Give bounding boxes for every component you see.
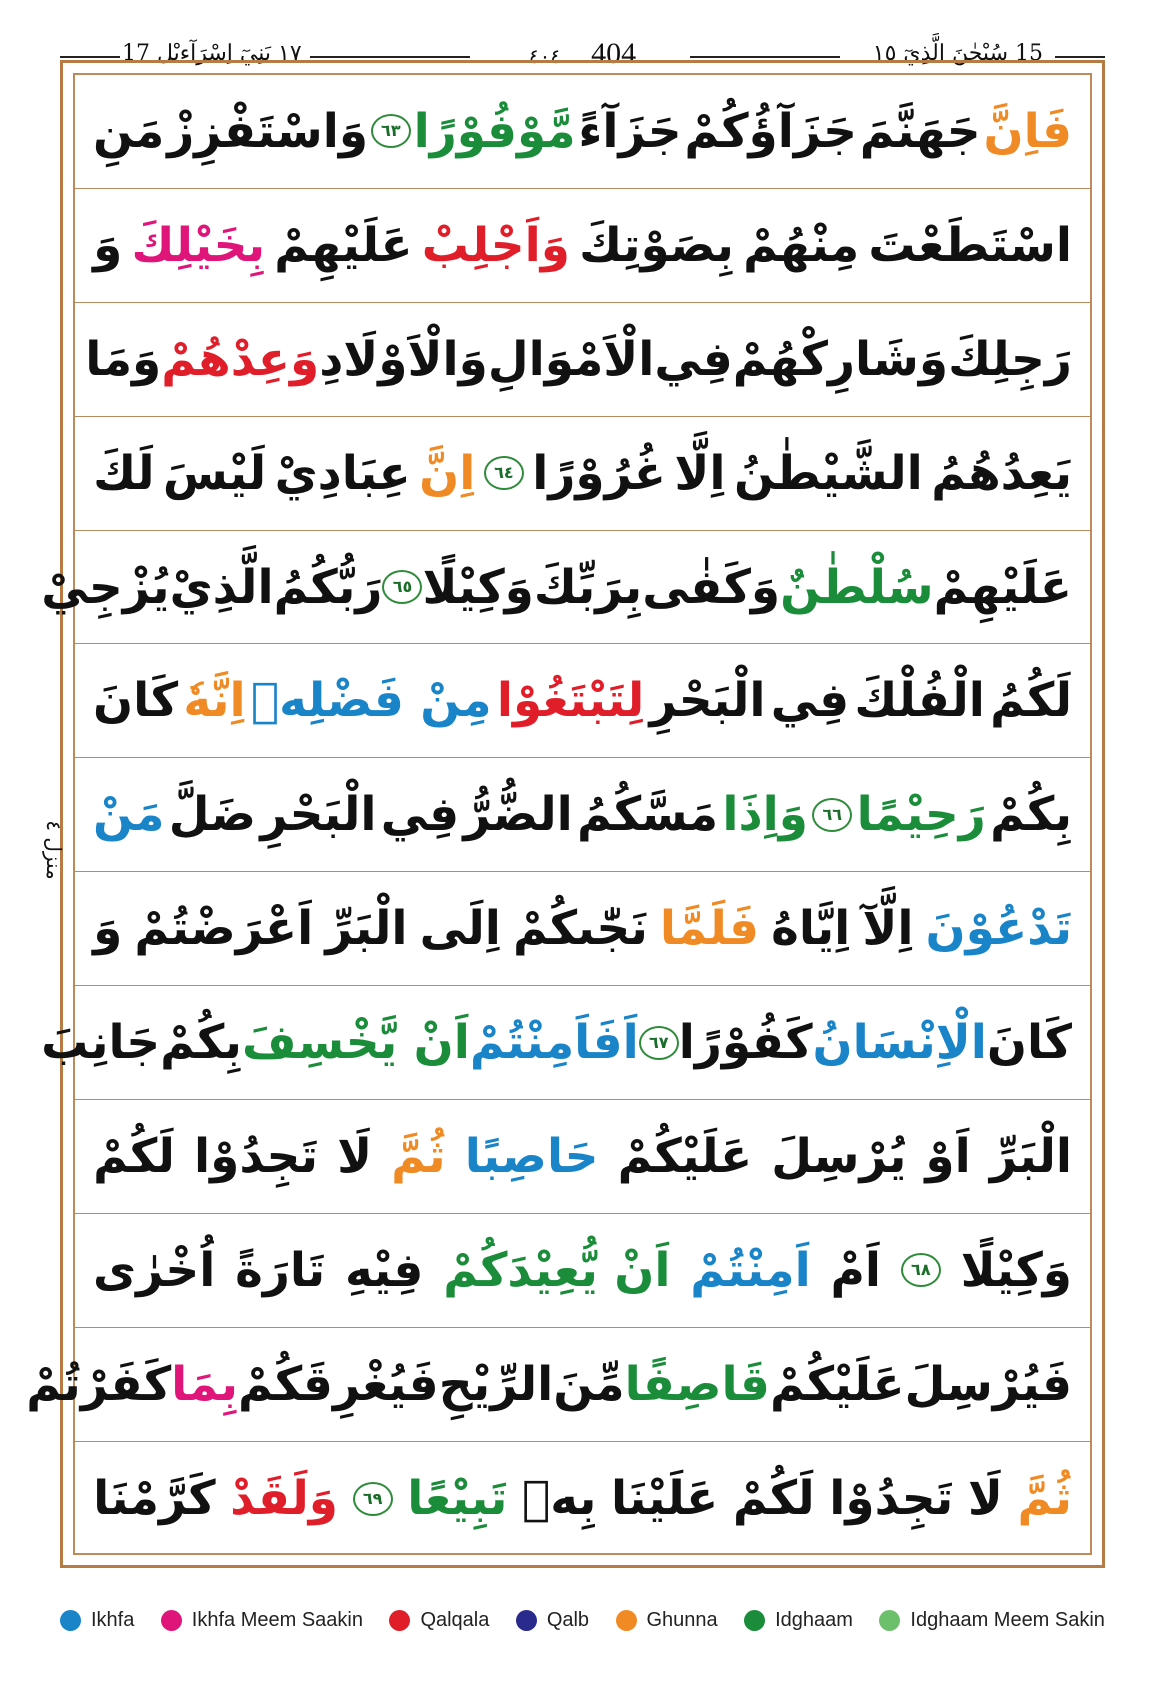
quran-word: عَلَيْكُمْ [617, 1128, 753, 1184]
quran-word: عَلَيْكُمْ [769, 1356, 905, 1412]
quran-word: تَجِدُوْا [829, 1471, 954, 1527]
quran-word: تَدْعُوْنَ [925, 901, 1072, 957]
quran-word: لَكُمْ [732, 1471, 815, 1527]
ayah-marker: ٦٩ [353, 1482, 393, 1516]
quran-word: جَزَآؤُكُمْ [684, 103, 857, 159]
quran-word: تَارَةً [235, 1242, 326, 1298]
quran-word: الرِّيْحِ [438, 1356, 554, 1412]
quran-word: عَلَيْهِمْ [933, 559, 1072, 615]
surah-name-left: ١٧ بَنِيٓ اِسْرَآءِيْل 17 [122, 41, 302, 66]
quran-word: جَانِبَ [41, 1015, 161, 1071]
quran-word: بِخَيْلِكَ [131, 217, 266, 273]
quran-word: وَكِيْلًا [422, 559, 534, 615]
quran-word: رَحِيْمًا [856, 787, 986, 843]
legend-item [879, 1609, 1105, 1632]
quran-word: اِيَّاهُ [771, 901, 851, 957]
quran-word: نَجّٰىكُمْ [512, 901, 648, 957]
legend-item [389, 1609, 489, 1632]
ayah-marker: ٦٧ [639, 1026, 679, 1060]
quran-word: اِلَى [419, 901, 501, 957]
quran-word: مَنِ [93, 103, 165, 159]
quran-word: كَانَ [93, 673, 179, 729]
quran-word: اُخْرٰى [93, 1242, 216, 1298]
quran-word: وَاسْتَفْزِزْ [167, 103, 369, 159]
quran-word: الشَّيْطٰنُ [733, 445, 923, 501]
quran-word: بِمَا [171, 1356, 238, 1412]
quran-word: لِتَبْتَغُوْا [496, 673, 645, 729]
quran-word: الَّذِيْ [169, 559, 274, 615]
legend-label: Ghunna [646, 1608, 718, 1631]
quran-word: اِنَّ [419, 445, 476, 501]
quran-word: يُزْجِيْ [41, 559, 170, 615]
quran-word: الْفُلْكَ [854, 673, 985, 729]
quran-word: اَوْ [925, 1128, 971, 1184]
quran-word: الْاِنْسَانُ [812, 1015, 987, 1071]
text-line [75, 1214, 1090, 1328]
quran-word: بِصَوْتِكَ [579, 217, 734, 273]
text-line [75, 1100, 1090, 1214]
text-line [26, 1328, 1090, 1442]
quran-word: اَعْرَضْتُمْ [134, 901, 314, 957]
text-line [75, 644, 1090, 758]
quran-word: قَاصِفًا [624, 1356, 770, 1412]
legend-label: Qalqala [420, 1608, 490, 1631]
legend-item [744, 1609, 853, 1632]
quran-word: جَزَآءً [578, 103, 682, 159]
legend-dot-icon [389, 1610, 410, 1631]
juz-name-right: 15 سُبْحٰنَ الَّذِيٓ ١٥ [872, 41, 1043, 66]
quran-word: رَجِلِكَ [948, 331, 1072, 387]
ayah-marker: ٦٦ [812, 798, 852, 832]
quran-word: لَا [337, 1128, 373, 1184]
text-line [75, 872, 1090, 986]
text-line [75, 303, 1090, 417]
quran-word: كَفُوْرًا [678, 1015, 813, 1071]
legend-item [516, 1609, 589, 1632]
quran-word: لَكُمُ [990, 673, 1072, 729]
text-line [75, 189, 1090, 303]
quran-word: وَ [93, 901, 123, 957]
quran-word: جَهَنَّمَ [859, 103, 981, 159]
quran-word: وَلَقَدْ [230, 1471, 339, 1527]
legend-item [161, 1609, 363, 1632]
legend-dot-icon [60, 1610, 81, 1631]
quran-word: الْبَرِّ [989, 1128, 1072, 1184]
text-line [75, 1442, 1090, 1556]
quran-word: سُلْطٰنٌ [780, 559, 934, 615]
quran-word: يُرْسِلَ [771, 1128, 907, 1184]
quran-word: مَسَّكُمُ [577, 787, 719, 843]
text-line [41, 986, 1090, 1100]
quran-word: وَمَا [85, 331, 162, 387]
manzil-label: منزل ٤ [42, 820, 66, 880]
quran-word: تَجِدُوْا [194, 1128, 319, 1184]
quran-word: غُرُوْرًا [532, 445, 666, 501]
quran-word: لَكَ [93, 445, 155, 501]
quran-word: الضُّرُّ [463, 787, 573, 843]
quran-word: فَيُغْرِقَكُمْ [237, 1356, 439, 1412]
quran-word: مَنْ [93, 787, 165, 843]
quran-word: تَبِيْعًا [407, 1471, 508, 1527]
manzil-marker [34, 808, 74, 898]
quran-word: فِي [380, 787, 460, 843]
legend-item [60, 1609, 134, 1632]
quran-word: اِلَّآ [862, 901, 914, 957]
quran-word: رَبُّكُمُ [273, 559, 383, 615]
legend-dot-icon [516, 1610, 537, 1631]
quran-word: كَرَّمْنَا [93, 1471, 216, 1527]
quran-word: عَلَيْنَا [610, 1471, 719, 1527]
quran-word: لَكُمْ [93, 1128, 175, 1184]
quran-word: الْبَرِّ [325, 901, 408, 957]
header-rule-right [1055, 56, 1105, 58]
quran-word: بِكُمْ [160, 1015, 242, 1071]
quran-word: الْبَحْرِ [260, 787, 377, 843]
legend-label: Idghaam [775, 1608, 853, 1631]
quran-word: وَكَفٰى [642, 559, 781, 615]
page-number-latin: 404 [591, 37, 637, 70]
page-number-arabic: ٤٠٤ [528, 44, 562, 68]
quran-word: فَاِنَّ [983, 103, 1072, 159]
legend-label: Qalb [546, 1608, 590, 1631]
quran-word: مِّنَ [553, 1356, 625, 1412]
quran-word: كَفَرْتُمْ [26, 1356, 172, 1412]
quran-word: لَا [967, 1471, 1003, 1527]
quran-word: الْبَحْرِ [649, 673, 766, 729]
text-line [75, 417, 1090, 531]
quran-word: فِي [654, 331, 733, 387]
legend-dot-icon [616, 1610, 637, 1631]
legend-item [616, 1609, 718, 1632]
quran-word: فِي [770, 673, 850, 729]
quran-word: وَاِذَا [722, 787, 808, 843]
header-rule-mid-right [690, 56, 840, 58]
text-line [41, 531, 1090, 645]
quran-word: مِنْ فَضْلِهٖ [250, 673, 492, 729]
legend-dot-icon [744, 1610, 765, 1631]
quran-word: اَمِنْتُمْ [690, 1242, 811, 1298]
quran-word: مَّوْفُوْرًا [413, 103, 576, 159]
quran-word: فَلَمَّا [659, 901, 760, 957]
quran-word: وَاَجْلِبْ [421, 217, 570, 273]
legend-dot-icon [879, 1610, 900, 1631]
quran-word: كَانَ [986, 1015, 1072, 1071]
quran-word: ثُمَّ [391, 1128, 446, 1184]
quran-word: ثُمَّ [1017, 1471, 1072, 1527]
quran-word: وَالْاَوْلَادِ [319, 331, 488, 387]
quran-word: اِلَّا [674, 445, 726, 501]
quran-word: لَيْسَ [162, 445, 267, 501]
ayah-marker: ٦٤ [484, 456, 524, 490]
quran-word: فِيْهِ [344, 1242, 424, 1298]
tajweed-legend [60, 1600, 1105, 1640]
ayah-marker: ٦٨ [901, 1253, 941, 1287]
quran-word: اَنْ يُّعِيْدَكُمْ [443, 1242, 671, 1298]
quran-word: اسْتَطَعْتَ [868, 217, 1072, 273]
quran-word: اَمْ [830, 1242, 882, 1298]
quran-word: بِرَبِّكَ [533, 559, 643, 615]
quran-word: فَيُرْسِلَ [904, 1356, 1072, 1412]
quran-word: اَنْ يَّخْسِفَ [241, 1015, 470, 1071]
quran-word: بِهٖ [522, 1471, 597, 1527]
text-line [75, 75, 1090, 189]
quran-word: اَفَاَمِنْتُمْ [469, 1015, 639, 1071]
quran-word: وَعِدْهُمْ [161, 331, 320, 387]
quran-word: بِكُمْ [990, 787, 1072, 843]
legend-label: Ikhfa [91, 1608, 135, 1631]
legend-dot-icon [161, 1610, 182, 1631]
quran-word: حَاصِبًا [464, 1128, 599, 1184]
quran-word: مِنْهُمْ [743, 217, 860, 273]
quran-word: اِنَّهٗ [183, 673, 246, 729]
quran-word: الْاَمْوَالِ [487, 331, 655, 387]
legend-label: Ikhfa Meem Saakin [191, 1608, 363, 1631]
quran-word: عَلَيْهِمْ [274, 217, 413, 273]
legend-label: Idghaam Meem Sakin [910, 1608, 1105, 1631]
quran-word: وَكِيْلًا [960, 1242, 1072, 1298]
quran-word: ضَلَّ [168, 787, 257, 843]
text-line [75, 758, 1090, 872]
ayah-marker: ٦٣ [371, 114, 411, 148]
quran-word: يَعِدُهُمُ [931, 445, 1072, 501]
quran-word: وَشَارِكْهُمْ [732, 331, 949, 387]
ayah-marker: ٦٥ [382, 570, 422, 604]
quran-word: وَ [93, 217, 123, 273]
quran-word: عِبَادِيْ [274, 445, 411, 501]
